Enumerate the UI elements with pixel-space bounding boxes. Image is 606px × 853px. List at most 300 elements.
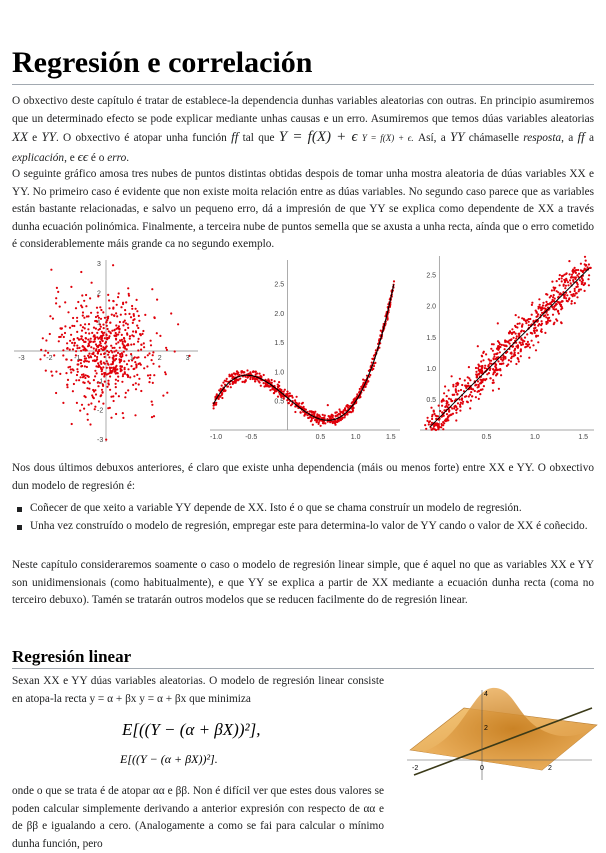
data-point <box>122 417 124 419</box>
data-point <box>134 356 136 358</box>
data-point <box>258 373 260 375</box>
data-point <box>100 336 102 338</box>
data-point <box>438 405 440 407</box>
data-point <box>117 380 119 382</box>
data-point <box>76 345 78 347</box>
data-point <box>569 291 571 293</box>
data-point <box>337 420 339 422</box>
data-point <box>341 411 343 413</box>
data-point <box>311 410 313 412</box>
data-point <box>76 320 78 322</box>
data-point <box>579 279 581 281</box>
data-point <box>123 360 125 362</box>
data-point <box>219 396 221 398</box>
data-point <box>367 381 369 383</box>
data-point <box>564 296 566 298</box>
data-point <box>547 319 549 321</box>
paragraph-2: O seguinte gráfico amosa tres nubes de puntos distintas obtidas despois de tomar unha mostra aleatoria de dúas variables XX e YY. No primeiro caso é evidente que non existe moita relación entre as dúas variables. No segundo caso parece que as variables están bastante relacionadas, e salvo un pequeno erro, dá a impresión de que YY se explica como dependente de XX a través dunha ecuación polinómica. Finalmente, a terceira nube de puntos semella que se axusta a unha recta, aínda que o erro cometido é considerablemente máis grande ca no segundo exemplo. <box>12 168 594 250</box>
data-point <box>76 368 78 370</box>
data-point <box>138 320 140 322</box>
data-point <box>103 332 105 334</box>
data-point <box>516 326 518 328</box>
data-point <box>110 350 112 352</box>
data-point <box>127 368 129 370</box>
data-point <box>477 384 479 386</box>
data-point <box>73 383 75 385</box>
data-point <box>453 406 455 408</box>
data-point <box>332 415 334 417</box>
data-point <box>131 308 133 310</box>
data-point <box>96 358 98 360</box>
data-point <box>572 293 574 295</box>
data-point <box>314 419 316 421</box>
data-point <box>133 313 135 315</box>
data-point <box>69 340 71 342</box>
data-point <box>287 393 289 395</box>
data-point <box>590 267 592 269</box>
data-point <box>531 340 533 342</box>
data-point <box>574 267 576 269</box>
data-point <box>528 324 530 326</box>
data-point <box>214 396 216 398</box>
data-point <box>481 371 483 373</box>
tick-label: 1.0 <box>274 369 285 377</box>
data-point <box>488 372 490 374</box>
data-point <box>446 417 448 419</box>
conj: e <box>32 132 38 144</box>
data-point <box>536 330 538 332</box>
data-point <box>139 362 141 364</box>
data-point <box>117 376 119 378</box>
data-point <box>64 325 66 327</box>
sep-e: , e <box>64 151 75 164</box>
data-point <box>531 332 533 334</box>
data-point <box>127 375 129 377</box>
math-epsilon: ϵϵ <box>77 148 89 164</box>
data-point <box>231 374 233 376</box>
data-point <box>81 294 83 296</box>
data-point <box>537 341 539 343</box>
data-point <box>94 408 96 410</box>
data-point <box>174 350 176 352</box>
data-point <box>76 374 78 376</box>
data-point <box>424 424 426 426</box>
tick-label: 2.0 <box>426 303 437 311</box>
data-point <box>571 300 573 302</box>
data-point <box>439 410 441 412</box>
data-point <box>67 379 69 381</box>
data-point <box>500 363 502 365</box>
page-title: Regresión e correlación <box>12 46 313 79</box>
data-point <box>470 400 472 402</box>
data-point <box>497 322 499 324</box>
data-point <box>85 396 87 398</box>
data-point <box>538 298 540 300</box>
data-point <box>554 287 556 289</box>
data-point <box>561 307 563 309</box>
data-point <box>568 298 570 300</box>
data-point <box>328 415 330 417</box>
data-point <box>511 353 513 355</box>
tick-label: 1.5 <box>274 340 285 348</box>
data-point <box>156 332 158 334</box>
data-point <box>137 327 139 329</box>
data-point <box>58 336 60 338</box>
data-point <box>484 367 486 369</box>
data-point <box>529 346 531 348</box>
data-point <box>124 367 126 369</box>
data-point <box>109 322 111 324</box>
data-point <box>286 391 288 393</box>
data-point <box>120 340 122 342</box>
data-point <box>274 380 276 382</box>
data-point <box>561 277 563 279</box>
data-point <box>86 387 88 389</box>
data-point <box>283 391 285 393</box>
paragraph-3: Nos dous últimos debuxos anteriores, é claro que existe unha dependencia (máis ou menos forte) entre XX e YY. O obxectivo dun modelo de regresión é: <box>12 462 594 492</box>
data-point <box>92 353 94 355</box>
data-point <box>574 290 576 292</box>
data-point <box>245 380 247 382</box>
term-explicacion: explicación <box>12 151 65 164</box>
data-point <box>459 406 461 408</box>
data-point <box>150 344 152 346</box>
sep-a2: a <box>589 132 595 144</box>
data-point <box>96 336 98 338</box>
data-point <box>446 403 448 405</box>
data-point <box>467 401 469 403</box>
data-point <box>69 349 71 351</box>
data-point <box>294 405 296 407</box>
data-point <box>329 417 331 419</box>
data-point <box>544 332 546 334</box>
data-point <box>85 357 87 359</box>
data-point <box>117 296 119 298</box>
data-point <box>97 315 99 317</box>
data-point <box>551 281 553 283</box>
data-point <box>84 377 86 379</box>
data-point <box>108 356 110 358</box>
data-point <box>547 314 549 316</box>
data-point <box>88 343 90 345</box>
data-point <box>70 371 72 373</box>
data-point <box>147 354 149 356</box>
data-point <box>79 410 81 412</box>
data-point <box>277 386 279 388</box>
data-point <box>502 362 504 364</box>
data-point <box>476 391 478 393</box>
data-point <box>106 360 108 362</box>
data-point <box>425 428 427 430</box>
data-point <box>71 325 73 327</box>
data-point <box>565 285 567 287</box>
data-point <box>442 428 444 430</box>
data-point <box>106 350 108 352</box>
data-point <box>107 407 109 409</box>
data-point <box>513 337 515 339</box>
data-point <box>489 362 491 364</box>
data-point <box>474 390 476 392</box>
data-point <box>535 349 537 351</box>
data-point <box>121 381 123 383</box>
data-point <box>93 379 95 381</box>
tick-label: 1.0 <box>426 365 437 373</box>
data-point <box>146 365 148 367</box>
data-point <box>221 397 223 399</box>
data-point <box>226 378 228 380</box>
tick-label: 0.5 <box>426 396 437 404</box>
data-point <box>492 368 494 370</box>
tick-label: 1.5 <box>385 434 396 441</box>
data-point <box>565 297 567 299</box>
data-point <box>479 393 481 395</box>
data-point <box>128 313 130 315</box>
data-point <box>459 378 461 380</box>
data-point <box>77 363 79 365</box>
data-point <box>277 384 279 386</box>
data-point <box>93 347 95 349</box>
data-point <box>540 309 542 311</box>
data-point <box>477 345 479 347</box>
data-point <box>318 421 320 423</box>
data-point <box>521 325 523 327</box>
math-Y-2: YY <box>450 129 465 144</box>
data-point <box>435 429 437 431</box>
data-point <box>255 373 257 375</box>
data-point <box>288 402 290 404</box>
data-point <box>487 365 489 367</box>
data-point <box>113 315 115 317</box>
data-point <box>263 382 265 384</box>
data-point <box>492 350 494 352</box>
tick-label: 0.5 <box>481 434 492 441</box>
data-point <box>49 333 51 335</box>
data-point <box>316 421 318 423</box>
sep-a: , a <box>561 132 574 144</box>
data-point <box>554 305 556 307</box>
data-point <box>553 289 555 291</box>
data-point <box>534 324 536 326</box>
data-point <box>289 392 291 394</box>
data-point <box>254 380 256 382</box>
data-point <box>86 413 88 415</box>
data-point <box>566 272 568 274</box>
data-point <box>247 377 249 379</box>
data-point <box>40 349 42 351</box>
data-point <box>100 348 102 350</box>
fit-line <box>430 268 590 427</box>
tick-label: 3 <box>185 355 190 362</box>
data-point <box>128 295 130 297</box>
data-point <box>338 408 340 410</box>
data-point <box>80 324 82 326</box>
data-point <box>129 338 131 340</box>
tick-label: 2 <box>157 355 162 362</box>
data-point <box>455 385 457 387</box>
data-point <box>83 408 85 410</box>
data-point <box>444 385 446 387</box>
data-point <box>514 352 516 354</box>
data-point <box>110 417 112 419</box>
data-point <box>148 352 150 354</box>
data-point <box>109 367 111 369</box>
data-point <box>574 269 576 271</box>
data-point <box>351 407 353 409</box>
data-point <box>448 389 450 391</box>
data-point <box>537 335 539 337</box>
data-point <box>510 357 512 359</box>
data-point <box>122 341 124 343</box>
data-point <box>119 360 121 362</box>
data-point <box>215 404 217 406</box>
data-point <box>588 274 590 276</box>
data-point <box>124 341 126 343</box>
data-point <box>87 419 89 421</box>
tick-label: 1.0 <box>350 434 361 441</box>
data-point <box>103 349 105 351</box>
data-point <box>482 380 484 382</box>
data-point <box>84 327 86 329</box>
data-point <box>498 345 500 347</box>
data-point <box>106 334 108 336</box>
data-point <box>575 286 577 288</box>
data-point <box>108 383 110 385</box>
data-point <box>520 355 522 357</box>
data-point <box>88 388 90 390</box>
data-point <box>386 319 388 321</box>
data-point <box>64 301 66 303</box>
data-point <box>96 332 98 334</box>
data-point <box>502 358 504 360</box>
data-point <box>76 331 78 333</box>
data-point <box>468 395 470 397</box>
data-point <box>62 349 64 351</box>
data-point <box>118 395 120 397</box>
data-point <box>53 354 55 356</box>
data-point <box>104 317 106 319</box>
data-point <box>89 423 91 425</box>
data-point <box>98 400 100 402</box>
data-point <box>542 307 544 309</box>
data-point <box>90 402 92 404</box>
data-point <box>112 264 114 266</box>
data-point <box>74 342 76 344</box>
tick-label: 2.0 <box>274 310 285 318</box>
data-point <box>572 279 574 281</box>
data-point <box>107 316 109 318</box>
data-point <box>133 343 135 345</box>
data-point <box>112 361 114 363</box>
data-point <box>564 287 566 289</box>
data-point <box>349 411 351 413</box>
data-point <box>93 327 95 329</box>
data-point <box>482 352 484 354</box>
data-point <box>462 403 464 405</box>
data-point <box>467 385 469 387</box>
data-point <box>59 373 61 375</box>
data-point <box>123 351 125 353</box>
data-point <box>481 388 483 390</box>
data-point <box>455 409 457 411</box>
data-point <box>477 364 479 366</box>
data-point <box>106 367 108 369</box>
intro-text-b: . O obxectivo é atopar unha función <box>55 132 227 144</box>
data-point <box>528 321 530 323</box>
data-point <box>95 328 97 330</box>
data-point <box>152 354 154 356</box>
data-point <box>132 384 134 386</box>
data-point <box>136 299 138 301</box>
data-point <box>498 342 500 344</box>
data-point <box>124 347 126 349</box>
data-point <box>334 412 336 414</box>
list-item: Unha vez construído o modelo de regresión, empregar este para determina-lo valor de YY cando o valor de XX é coñecido. <box>12 518 594 536</box>
data-point <box>308 417 310 419</box>
data-point <box>97 385 99 387</box>
data-point <box>120 306 122 308</box>
paragraph-4: Neste capítulo consideraremos soamente o caso o modelo de regresión linear simple, que é aquel no que as variables XX e YY son unidimensionais (como habitualmente), e que YY se explica a partir de XX mediante a ecuación dunha recta (coma no terceiro debuxo). Tamén se tratarán outros modelos que se reducen facilmente do de regresión linear. <box>12 559 594 606</box>
data-point <box>96 356 98 358</box>
tick-label: 1.0 <box>530 434 540 441</box>
data-point <box>95 348 97 350</box>
data-point <box>493 382 495 384</box>
data-point <box>233 372 235 374</box>
data-point <box>90 312 92 314</box>
data-point <box>546 294 548 296</box>
data-point <box>84 355 86 357</box>
data-point <box>95 365 97 367</box>
data-point <box>55 371 57 373</box>
data-point <box>76 402 78 404</box>
data-point <box>239 378 241 380</box>
data-point <box>140 334 142 336</box>
data-point <box>435 424 437 426</box>
data-point <box>296 396 298 398</box>
data-point <box>453 407 455 409</box>
data-point <box>433 410 435 412</box>
data-point <box>158 365 160 367</box>
data-point <box>578 273 580 275</box>
data-point <box>78 339 80 341</box>
data-point <box>533 330 535 332</box>
data-point <box>327 404 329 406</box>
data-point <box>489 369 491 371</box>
data-point <box>87 381 89 383</box>
data-point <box>132 330 134 332</box>
data-point <box>576 296 578 298</box>
data-point <box>344 409 346 411</box>
data-point <box>520 339 522 341</box>
section-rule <box>12 668 594 669</box>
data-point <box>142 330 144 332</box>
data-point <box>513 331 515 333</box>
data-point <box>76 347 78 349</box>
data-point <box>90 346 92 348</box>
data-point <box>509 331 511 333</box>
data-point <box>90 356 92 358</box>
data-point <box>140 390 142 392</box>
data-point <box>159 335 161 337</box>
data-point <box>137 341 139 343</box>
data-point <box>100 345 102 347</box>
data-point <box>114 371 116 373</box>
data-point <box>469 407 471 409</box>
data-point <box>527 341 529 343</box>
data-point <box>553 294 555 296</box>
data-point <box>560 321 562 323</box>
data-point <box>69 327 71 329</box>
data-point <box>500 374 502 376</box>
